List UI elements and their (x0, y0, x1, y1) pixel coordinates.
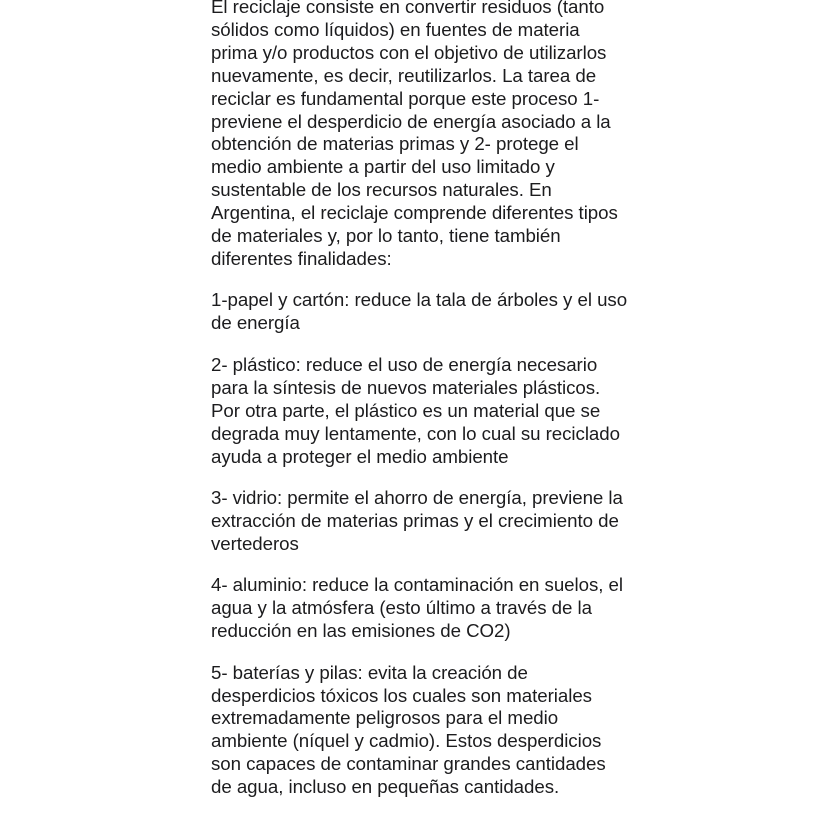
plastic-paragraph: 2- plástico: reduce el uso de energía necesario para la síntesis de nuevos materiales plásticos. Por otra parte, el plástico es un material que se degrada muy lentamente, con lo cual su reciclado ayuda a proteger el medio ambiente (211, 353, 620, 467)
intro-paragraph: El reciclaje consiste en convertir residuos (tanto sólidos como líquidos) en fuentes de materia prima y/o productos con el objetivo de utilizarlos nuevamente, es decir, reutilizarlos. La tarea de reciclar es fundamental porque este proceso 1-previene el desperdicio de energía asociado a la obtención de materias primas y 2- protege el medio ambiente a partir del uso limitado y sustentable de los recursos naturales. En Argentina, el reciclaje comprende diferentes tipos de materiales y, por lo tanto, tiene también diferentes finalidades: (211, 0, 618, 269)
paper-cardboard-paragraph: 1-papel y cartón: reduce la tala de árboles y el uso de energía (211, 289, 628, 334)
glass-paragraph: 3- vidrio: permite el ahorro de energía, previene la extracción de materias primas y el crecimiento de vertederos (211, 487, 623, 554)
aluminum-paragraph: 4- aluminio: reduce la contaminación en suelos, el agua y la atmósfera (esto último a través de la reducción en las emisiones de CO2) (211, 574, 623, 642)
note-body (211, 0, 631, 799)
batteries-paragraph: 5- baterías y pilas: evita la creación de desperdicios tóxicos los cuales son materiales extremadamente peligrosos para el medio ambiente (níquel y cadmio). Estos desperdicios son capaces de contaminar grandes cantidades de agua, incluso en pequeñas cantidades. (211, 661, 606, 798)
